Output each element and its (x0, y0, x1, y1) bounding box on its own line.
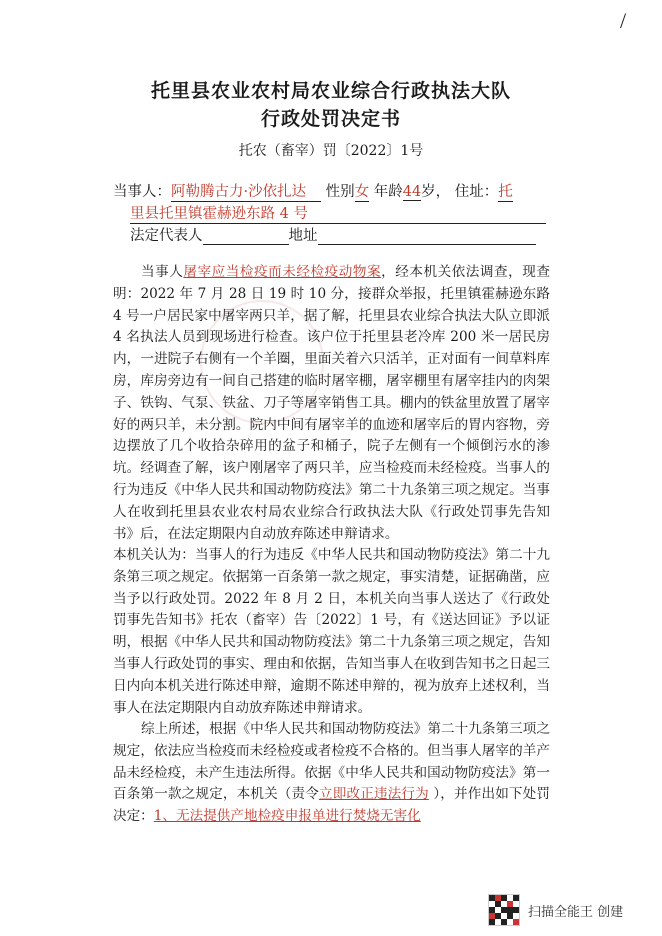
document-title-line2: 行政处罚决定书 (260, 108, 401, 130)
scanner-footer (488, 894, 623, 926)
gender-value: 女 (355, 180, 370, 202)
p3-middle: ），并作出如下处罚决定： (113, 786, 550, 825)
legal-rep-address-label: 地址 (288, 228, 318, 244)
correction-order: 立即改正违法行为 (319, 786, 429, 803)
address-part1: 托 (498, 180, 513, 202)
body-paragraph-3 (113, 719, 550, 828)
penalty-item-1: 1、无法提供产地检疫申报单进行焚烧无害化 (153, 808, 421, 825)
gender-label: 性别 (325, 184, 355, 200)
document-number: 托农（畜宰）罚〔2022〕1号 (238, 143, 424, 159)
age-unit: 岁， (421, 184, 451, 200)
scanner-watermark-text: 扫描全能王 创建 (528, 904, 624, 920)
age-label: 年龄 (373, 184, 403, 200)
party-name: 阿勒腾古力·沙依扎达 (171, 180, 321, 202)
p1-start: 当事人 (141, 264, 184, 280)
qr-code-icon (488, 894, 520, 926)
body-paragraph-2: 本机关认为：当事人的行为违反《中华人民共和国动物防疫法》第二十九条第三项之规定。依据第一百条第一款之规定，事实清楚，证据确凿，应当予以行政处罚。2022 年 8 月 2 日，本机关向当事人送达了《行政处罚事先告知书》托农（畜宰）告〔2022〕1 号，有《送达回证》予以证明，根据《中华人民共和国动物防疫法》第二十九条第三项之规定，告知当事人行政处罚的事实、理由和依据，告知当事人在收到告知书之日起三日内向本机关进行陈述申辩，逾期不陈述申辩的，视为放弃上述权利，当事人在法定期限内自动放弃陈述申辩请求。 (113, 547, 550, 716)
corner-mark: / (620, 8, 627, 33)
address-label: 住址： (454, 184, 499, 200)
p3-start: 综上所述，根据《中华人民共和国动物防疫法》第二十九条第三项之规定，依法应当检疫而未经检疫或者检疫不合格的。但当事人屠宰的羊产品未经检疫，未产生违法所得。依据《中华人民共和国动物防疫法》第一百条第一款之规定，本机关（责令 (113, 721, 550, 803)
legal-rep-line (130, 224, 536, 245)
age-value: 44 (402, 184, 422, 200)
body-paragraph-1 (113, 262, 550, 545)
legal-rep-blank (203, 228, 289, 245)
party-line-1 (113, 180, 513, 202)
address-part2: 里县托里镇霍赫逊东路 4 号 (130, 202, 546, 224)
legal-rep-address-blank (318, 228, 536, 245)
party-label: 当事人： (113, 184, 171, 200)
p1-rest: ，经本机关依法调查，现查明：2022 年 7 月 28 日 19 时 10 分，接群众举报，托里镇霍赫逊东路 4 号一户居民家中屠宰两只羊，据了解，托里县农业综合执法大队立即派 4 名执法人员到现场进行检查。该户位于托里县老冷库 200 米一居民房内，一进院子右侧有一个羊圈，里面关着六只活羊，正对面有一间草料库房，库房旁边有一间自己搭建的临时屠宰棚，屠宰棚里有屠宰挂内的肉架子、铁钩、气泵、铁盆、刀子等屠宰销售工具。棚内的铁盆里放置了屠宰好的两只羊，未分割。院内中间有屠宰羊的血迹和屠宰后的胃内容物，旁边摆放了几个收拾杂碎用的盆子和桶子，院子左侧有一个倾倒污水的渗坑。经调查了解，该户刚屠宰了两只羊，应当检疫而未经检疫。当事人的行为违反《中华人民共和国动物防疫法》第二十九条第三项之规定。当事人在收到托里县农业农村局农业综合行政执法大队《行政处罚事先告知书》后，在法定期限内自动放弃陈述申辩请求。 (113, 264, 551, 542)
party-line-2 (130, 202, 546, 224)
document-title-line1: 托里县农业农村局农业综合行政执法大队 (150, 80, 511, 102)
case-name: 屠宰应当检疫而未经检疫动物案 (183, 264, 382, 280)
legal-rep-label: 法定代表人 (130, 228, 203, 244)
